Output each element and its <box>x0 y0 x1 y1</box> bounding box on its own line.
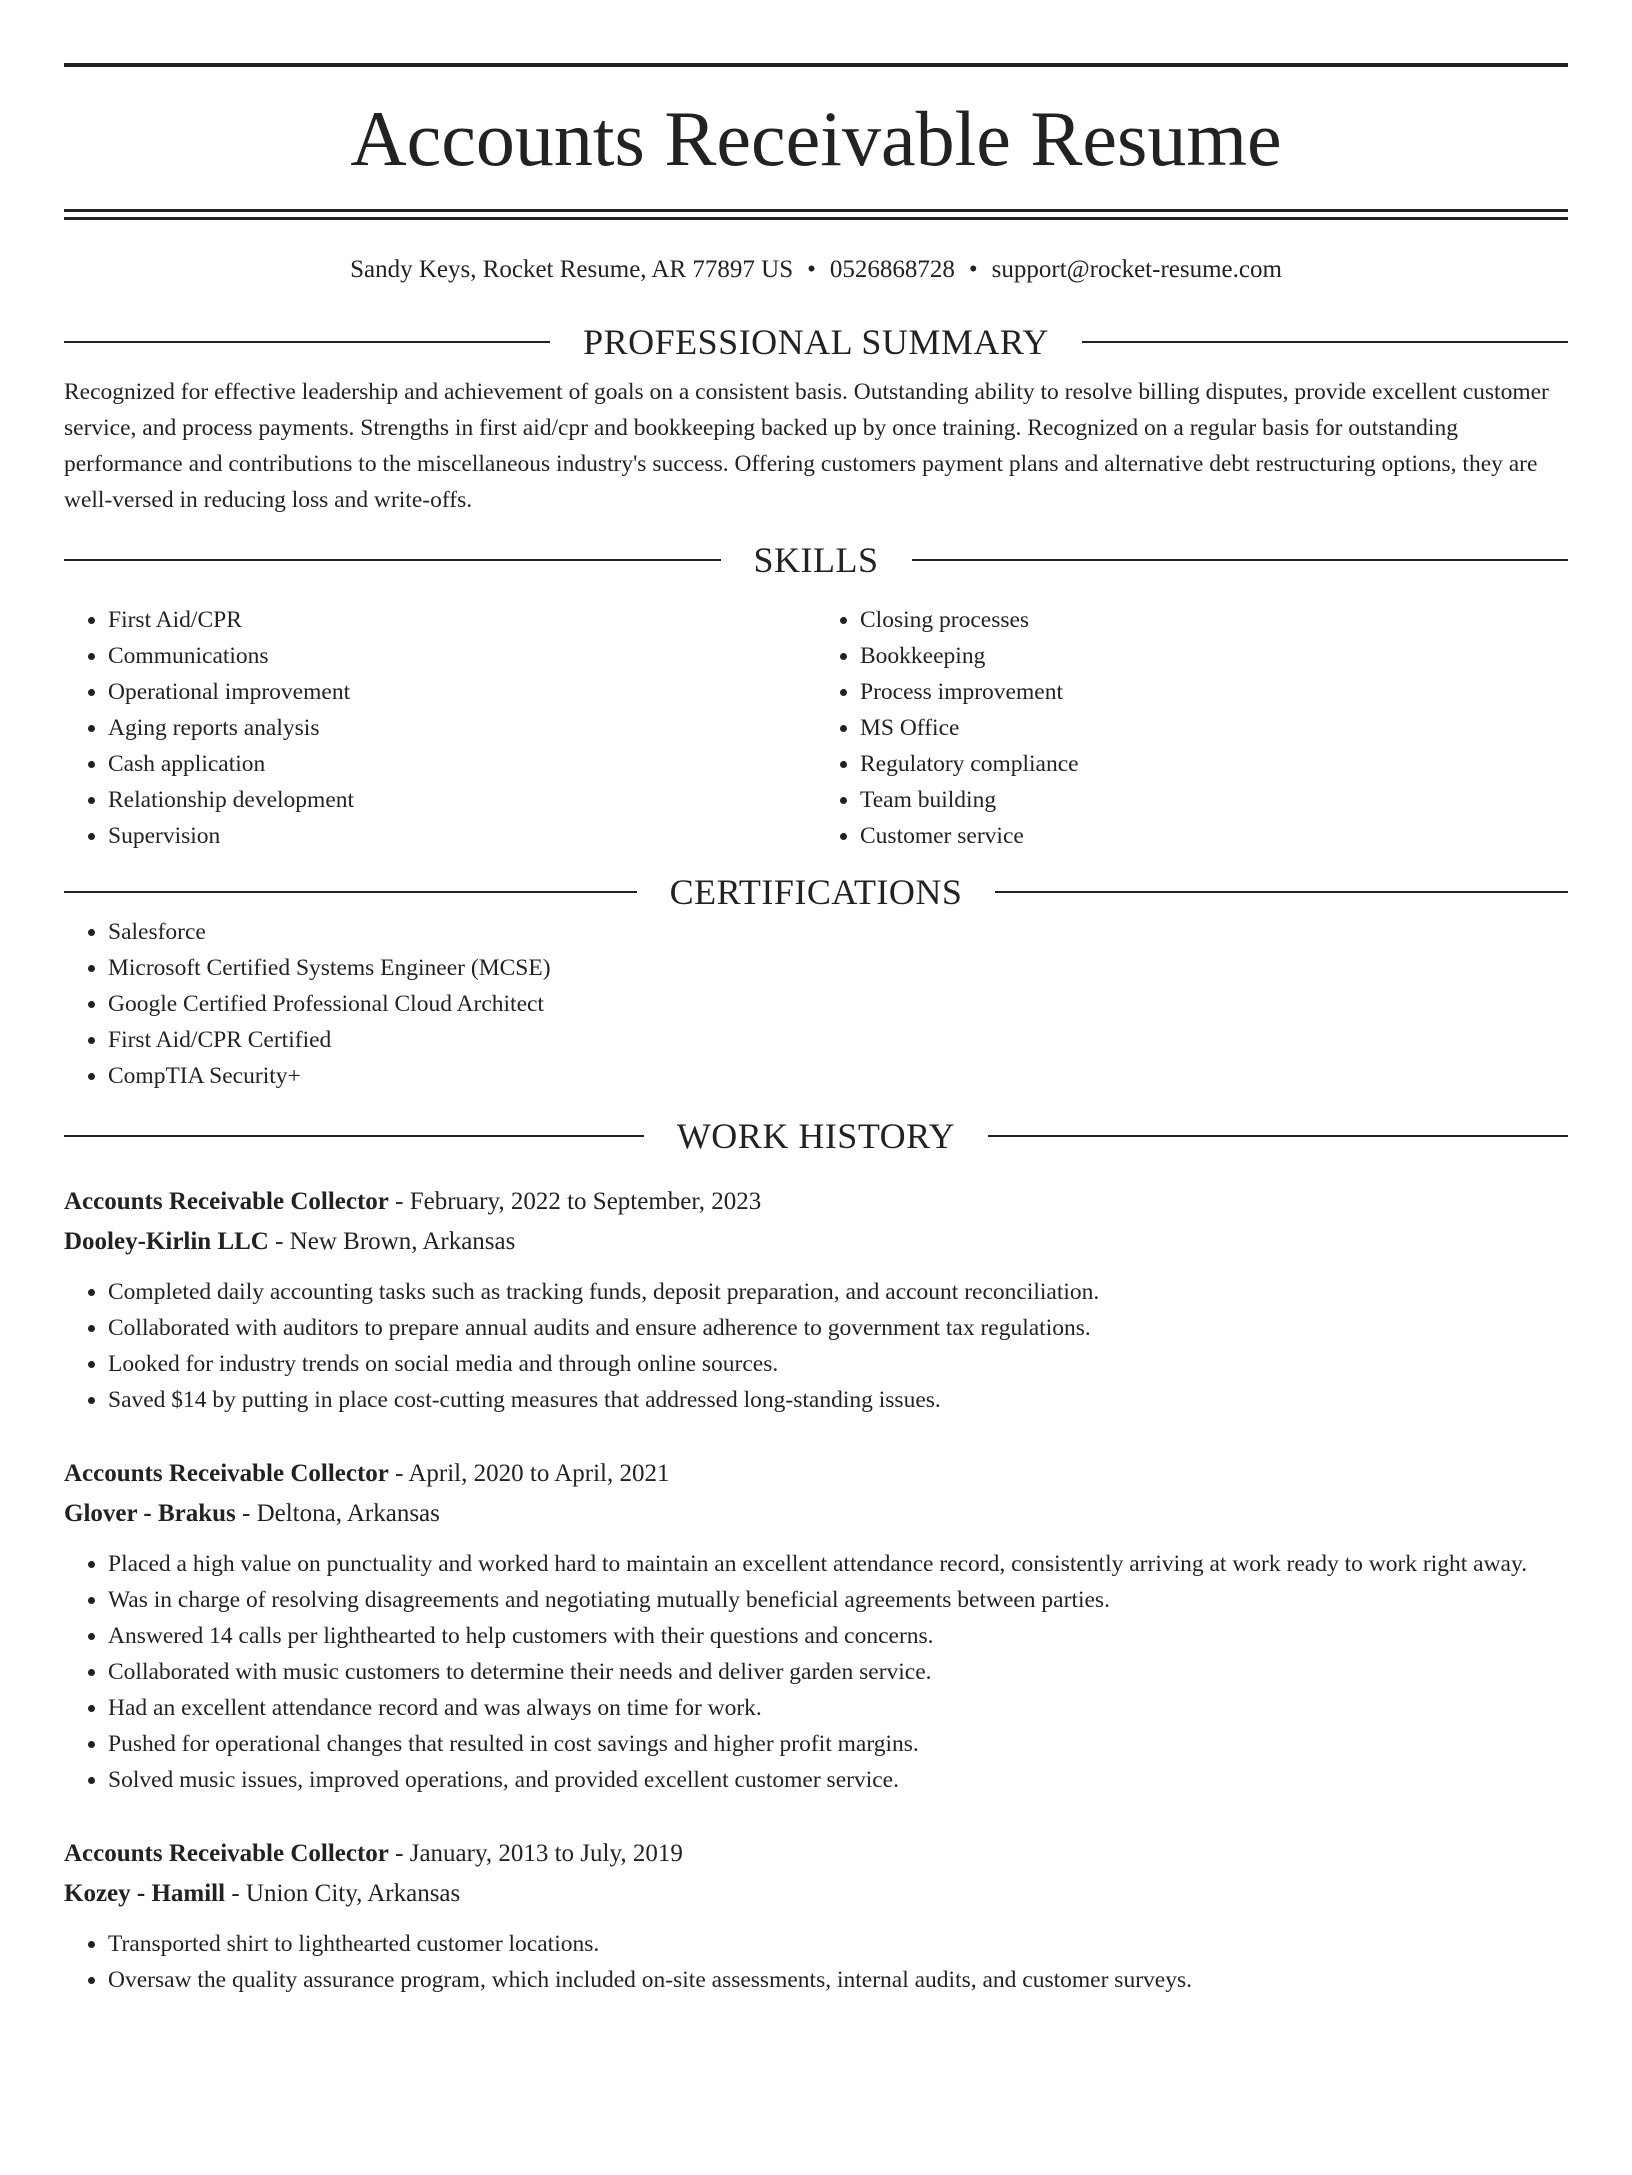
job-company-line <box>64 1494 1568 1534</box>
heading-rule <box>912 559 1569 561</box>
job-entry <box>64 1182 1568 1418</box>
job-bullet: • Placed a high value on punctuality and worked hard to maintain an excellent attendance record, consistently arriving at work ready to work right away. <box>108 1546 1568 1582</box>
heading-rule <box>1082 341 1568 343</box>
certification-item: • Microsoft Certified Systems Engineer (MCSE) <box>108 950 1568 986</box>
summary-text: Recognized for effective leadership and achievement of goals on a consistent basis. Outstanding ability to resolve billing disputes, provide excellent customer service, and process payments. Strengths in first aid/cpr and bookkeeping backed up by once training. Recognized on a regular basis for outstanding performance and contributions to the miscellaneous industry's success. Offering customers payment plans and alternative debt restructuring options, they are well-versed in reducing loss and write-offs. <box>64 379 1549 513</box>
certifications-list <box>64 914 1568 1094</box>
heading-rule <box>64 559 721 561</box>
job-bullet: • Looked for industry trends on social media and through online sources. <box>108 1346 1568 1382</box>
resume-page <box>0 63 1632 2175</box>
job-location: - Deltona, Arkansas <box>235 1500 440 1527</box>
page-title: Accounts Receivable Resume <box>350 95 1282 182</box>
skill-item: • Aging reports analysis <box>108 710 816 746</box>
skill-item: • Communications <box>108 638 816 674</box>
contact-separator: • <box>807 256 816 283</box>
job-title-line <box>64 1834 1568 1874</box>
certification-item: • Google Certified Professional Cloud Architect <box>108 986 1568 1022</box>
job-bullets <box>64 1546 1568 1798</box>
heading-rule <box>64 891 637 893</box>
job-title: Accounts Receivable Collector <box>64 1840 389 1867</box>
job-bullet: • Saved $14 by putting in place cost-cutting measures that addressed long-standing issues. <box>108 1382 1568 1418</box>
job-title: Accounts Receivable Collector <box>64 1460 389 1487</box>
job-location: - Union City, Arkansas <box>225 1880 461 1907</box>
job-bullet: • Answered 14 calls per lighthearted to help customers with their questions and concerns. <box>108 1618 1568 1654</box>
job-bullet: • Had an excellent attendance record and was always on time for work. <box>108 1690 1568 1726</box>
job-bullet: • Solved music issues, improved operations, and provided excellent customer service. <box>108 1762 1568 1798</box>
job-bullet: • Pushed for operational changes that resulted in cost savings and higher profit margins. <box>108 1726 1568 1762</box>
job-entry <box>64 1454 1568 1798</box>
heading-rule <box>64 341 550 343</box>
section-heading-summary <box>64 320 1568 364</box>
job-company-line <box>64 1874 1568 1914</box>
job-dates: - April, 2020 to April, 2021 <box>388 1460 670 1487</box>
heading-label: CERTIFICATIONS <box>669 872 963 912</box>
job-bullets <box>64 1274 1568 1418</box>
job-company: Kozey - Hamill <box>64 1880 226 1907</box>
skills-list-right <box>816 602 1568 854</box>
job-bullet: • Transported shirt to lighthearted customer locations. <box>108 1926 1568 1962</box>
job-bullet: • Collaborated with auditors to prepare annual audits and ensure adherence to government tax regulations. <box>108 1310 1568 1346</box>
skill-item: • Customer service <box>860 818 1568 854</box>
skill-item: • Regulatory compliance <box>860 746 1568 782</box>
job-bullet: • Was in charge of resolving disagreements and negotiating mutually beneficial agreements between parties. <box>108 1582 1568 1618</box>
skill-item: • First Aid/CPR <box>108 602 816 638</box>
contact-address: Sandy Keys, Rocket Resume, AR 77897 US <box>350 256 794 283</box>
skill-item: • MS Office <box>860 710 1568 746</box>
skills-list-left <box>64 602 816 854</box>
heading-rule <box>988 1135 1568 1137</box>
certification-item: • Salesforce <box>108 914 1568 950</box>
contact-email[interactable]: support@rocket-resume.com <box>991 256 1282 283</box>
heading-label: WORK HISTORY <box>676 1116 956 1156</box>
section-heading-certifications <box>64 870 1568 914</box>
heading-rule <box>64 1135 644 1137</box>
job-dates: - January, 2013 to July, 2019 <box>388 1840 683 1867</box>
job-entry <box>64 1834 1568 1998</box>
contact-phone: 0526868728 <box>829 256 955 283</box>
section-heading-work-history <box>64 1114 1568 1158</box>
job-bullet: • Oversaw the quality assurance program, which included on-site assessments, internal audits, and customer surveys. <box>108 1962 1568 1998</box>
section-heading-skills <box>64 538 1568 582</box>
skill-item: • Relationship development <box>108 782 816 818</box>
skill-item: • Process improvement <box>860 674 1568 710</box>
job-dates: - February, 2022 to September, 2023 <box>388 1188 762 1215</box>
skill-item: • Team building <box>860 782 1568 818</box>
contact-line <box>64 254 1568 286</box>
skill-item: • Bookkeeping <box>860 638 1568 674</box>
job-bullet: • Collaborated with music customers to determine their needs and deliver garden service. <box>108 1654 1568 1690</box>
job-location: - New Brown, Arkansas <box>268 1228 516 1255</box>
job-title-line <box>64 1182 1568 1222</box>
title-double-divider <box>64 209 1568 220</box>
job-bullets <box>64 1926 1568 1998</box>
job-company: Dooley-Kirlin LLC <box>64 1228 269 1255</box>
skill-item: • Supervision <box>108 818 816 854</box>
heading-rule <box>995 891 1568 893</box>
job-company: Glover - Brakus <box>64 1500 236 1527</box>
heading-label: SKILLS <box>753 540 879 580</box>
job-title-line <box>64 1454 1568 1494</box>
skill-item: • Closing processes <box>860 602 1568 638</box>
contact-separator: • <box>968 256 978 283</box>
skill-item: • Cash application <box>108 746 816 782</box>
certification-item: • CompTIA Security+ <box>108 1058 1568 1094</box>
job-company-line <box>64 1222 1568 1262</box>
job-title: Accounts Receivable Collector <box>64 1188 389 1215</box>
certification-item: • First Aid/CPR Certified <box>108 1022 1568 1058</box>
top-divider <box>64 63 1568 67</box>
job-bullet: • Completed daily accounting tasks such as tracking funds, deposit preparation, and account reconciliation. <box>108 1274 1568 1310</box>
skill-item: • Operational improvement <box>108 674 816 710</box>
skills-columns <box>64 602 1568 854</box>
heading-label: PROFESSIONAL SUMMARY <box>583 322 1049 362</box>
